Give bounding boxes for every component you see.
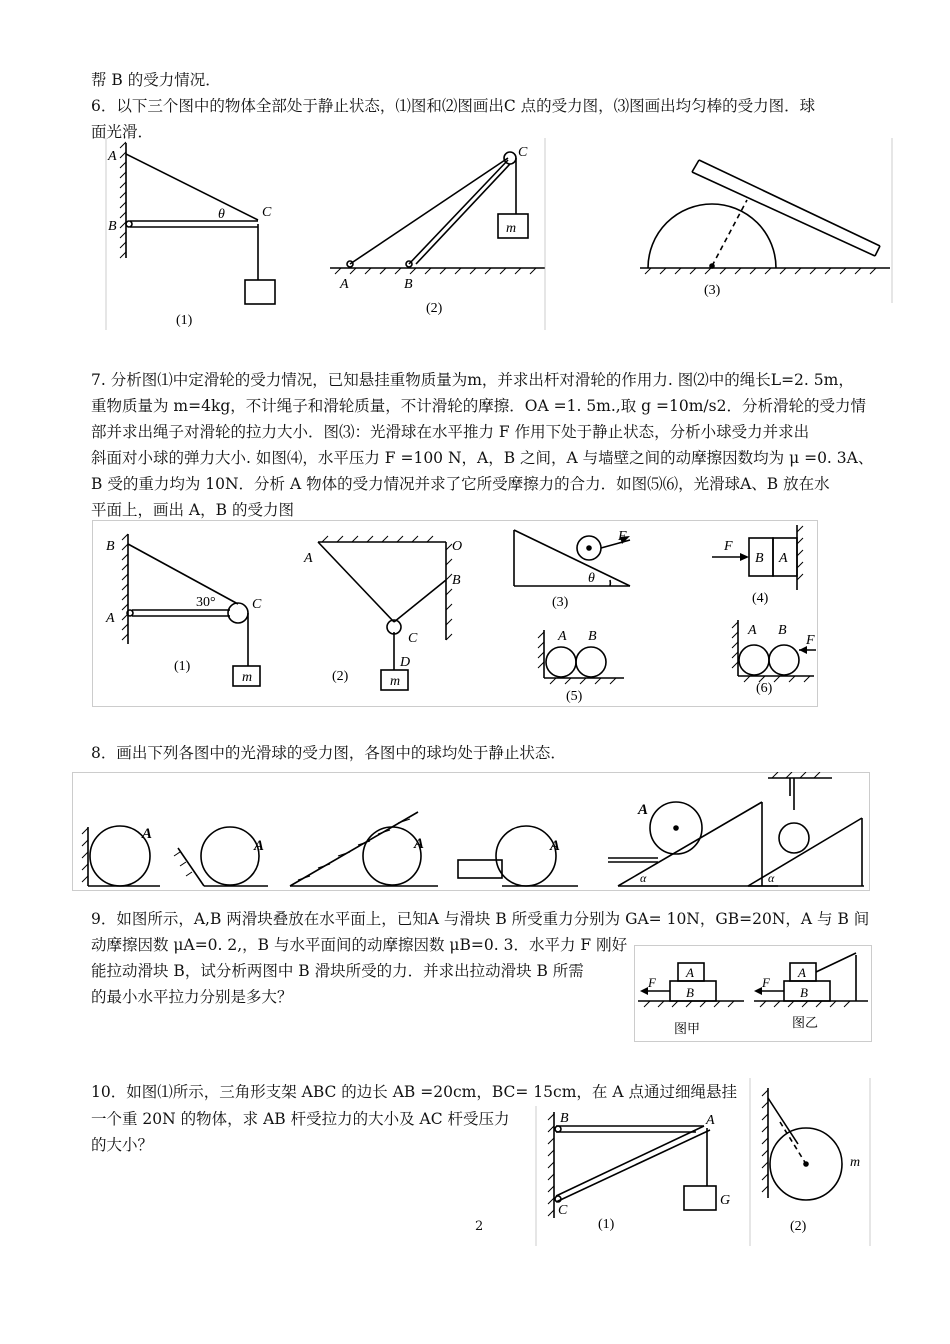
label-G: G	[720, 1193, 731, 1208]
caption-4: (4)	[752, 591, 769, 606]
problem-8-title: 8．画出下列各图中的光滑球的受力图，各图中的球均处于静止状态．	[91, 744, 566, 762]
text-line: 面光滑．	[91, 123, 154, 141]
label-B: B	[778, 623, 787, 638]
caption-1: 图甲	[674, 1021, 701, 1036]
label-A: A	[414, 836, 425, 852]
text-line: 动摩擦因数 μA=0. 2,，B 与水平面间的动摩擦因数 μB=0. 3．水平力 F 刚好	[91, 936, 628, 954]
label-A: A	[798, 965, 806, 980]
label-C: C	[558, 1203, 568, 1218]
label-m: m	[242, 670, 253, 685]
figure-6	[100, 138, 900, 333]
label-A: A	[706, 1113, 715, 1128]
label-m: m	[850, 1155, 861, 1170]
label-B: B	[404, 277, 413, 292]
label-A: A	[686, 965, 694, 980]
label-B: B	[108, 219, 117, 234]
label-B: B	[452, 573, 461, 588]
label-F: F	[762, 975, 770, 990]
figure-9	[634, 945, 874, 1045]
text-line: 重物质量为 m=4kg，不计绳子和滑轮质量，不计滑轮的摩擦．OA =1. 5m.,取 g =10m/s2．分析滑轮的受力情	[91, 397, 866, 415]
caption-1: (1)	[174, 659, 191, 674]
figure-10	[534, 1078, 874, 1248]
label-m: m	[390, 674, 401, 689]
label-B: B	[560, 1111, 569, 1126]
problem-10-title: 10．如图⑴所示，三角形支架 ABC 的边长 AB =20cm，BC= 15cm，在 A 点通过细绳悬挂	[91, 1083, 737, 1101]
label-A: A	[254, 838, 265, 854]
problem-6-title: 6．以下三个图中的物体全部处于静止状态，⑴图和⑵图画出C 点的受力图，⑶图画出均匀棒的受力图．球	[91, 97, 816, 115]
label-30deg: 30°	[196, 595, 216, 610]
label-B: B	[588, 629, 597, 644]
label-theta: θ	[588, 571, 595, 586]
caption-2: 图乙	[792, 1015, 819, 1030]
label-A: A	[779, 551, 788, 566]
label-A: A	[340, 277, 349, 292]
label-B: B	[800, 985, 808, 1000]
text-line: 帮 B 的受力情况．	[91, 71, 221, 89]
label-F: F	[618, 529, 627, 544]
caption-1: (1)	[598, 1217, 615, 1232]
label-F: F	[806, 633, 815, 648]
label-A: A	[638, 802, 649, 818]
label-F: F	[724, 539, 733, 554]
label-C: C	[252, 597, 262, 612]
label-A: A	[550, 838, 561, 854]
label-C: C	[262, 205, 272, 220]
text-line: 的最小水平拉力分别是多大？	[91, 988, 293, 1006]
caption-1: (1)	[176, 313, 193, 328]
label-O: O	[452, 539, 463, 554]
caption-3: (3)	[704, 283, 721, 298]
caption-2: (2)	[426, 301, 443, 316]
figure-7	[92, 520, 820, 708]
text-line: B 受的重力均为 10N．分析 A 物体的受力情况并求了它所受摩擦力的合力．如图⑸⑹，光滑球A、B 放在水	[91, 475, 830, 493]
text-line: 能拉动滑块 B，试分析两图中 B 滑块所受的力．并求出拉动滑块 B 所需	[91, 962, 584, 980]
label-theta: θ	[218, 207, 225, 222]
problem-7-title: 7. 分析图⑴中定滑轮的受力情况，已知悬挂重物质量为m，并求出杆对滑轮的作用力. 图⑵中的绳长L=2. 5m，	[91, 371, 854, 389]
text-line: 斜面对小球的弹力大小. 如图⑷，水平压力 F =100 N，A，B 之间，A 与墙壁之间的动摩擦因数均为 μ =0. 3A、	[91, 449, 874, 467]
label-A: A	[558, 629, 567, 644]
label-C: C	[518, 145, 528, 160]
label-B: B	[755, 551, 764, 566]
label-A: A	[106, 611, 115, 626]
label-D: D	[400, 655, 411, 670]
label-B: B	[686, 985, 694, 1000]
label-B: B	[106, 539, 115, 554]
problem-9-title: 9．如图所示，A,B 两滑块叠放在水平面上，已知A 与滑块 B 所受重力分别为 GA= 10N，GB=20N，A 与 B 间	[91, 910, 870, 928]
caption-2: (2)	[790, 1219, 807, 1234]
page-number: 2	[475, 1219, 484, 1234]
label-A: A	[142, 826, 153, 842]
label-F: F	[648, 975, 656, 990]
label-A: A	[304, 551, 313, 566]
text-line: 部并求出绳子对滑轮的拉力大小．图⑶：光滑球在水平推力 F 作用下处于静止状态，分析小球受力并求出	[91, 423, 810, 441]
label-C: C	[408, 631, 418, 646]
figure-8	[72, 772, 872, 892]
caption-2: (2)	[332, 669, 349, 684]
label-alpha: α	[640, 871, 647, 885]
text-line: 平面上，画出 A，B 的受力图	[91, 501, 294, 519]
caption-5: (5)	[566, 689, 583, 704]
label-A: A	[748, 623, 757, 638]
label-m: m	[506, 221, 517, 236]
text-line: 的大小？	[91, 1136, 154, 1154]
caption-3: (3)	[552, 595, 569, 610]
label-A: A	[108, 149, 117, 164]
text-line: 一个重 20N 的物体，求 AB 杆受拉力的大小及 AC 杆受压力	[91, 1110, 510, 1128]
label-alpha: α	[768, 871, 775, 885]
caption-6: (6)	[756, 681, 773, 696]
